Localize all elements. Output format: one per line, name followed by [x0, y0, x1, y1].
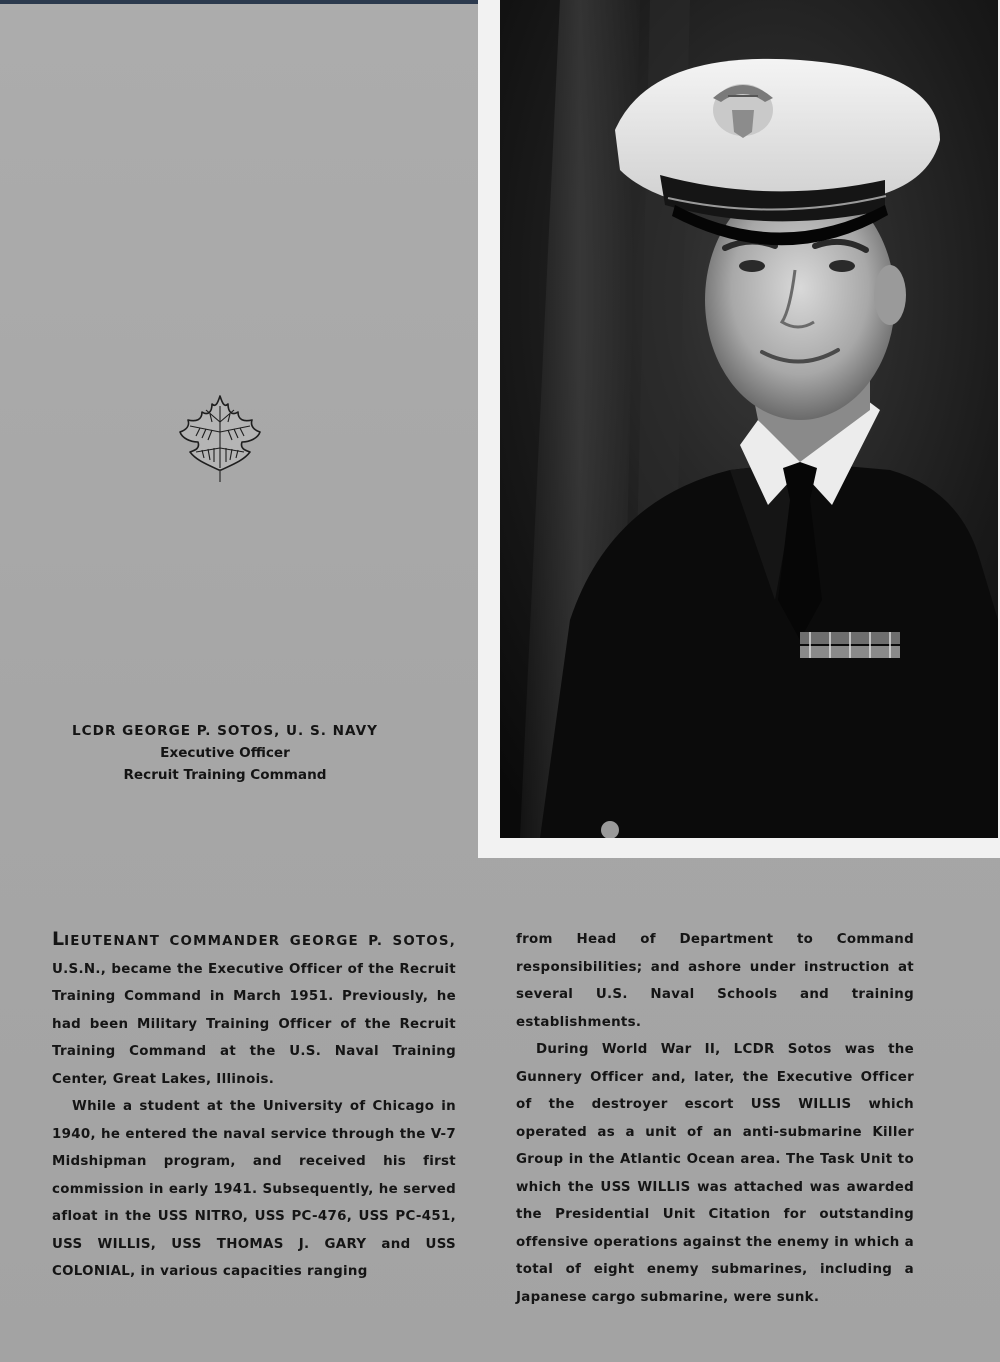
portrait-illustration: [500, 0, 998, 838]
bio-paragraph-1: [52, 926, 456, 1093]
bio-dropcap: L: [52, 928, 65, 950]
oak-leaf-icon: [176, 392, 262, 484]
right-eye: [829, 260, 855, 272]
officer-command: Recruit Training Command: [123, 767, 327, 783]
officer-name: LCDR GEORGE P. SOTOS, U. S. NAVY: [72, 723, 378, 739]
bio-column-left: [52, 926, 456, 1286]
left-eye: [739, 260, 765, 272]
ear: [874, 265, 906, 325]
portrait-caption: [40, 720, 410, 786]
officer-title: Executive Officer: [160, 745, 290, 761]
bio-column-right: [516, 926, 914, 1311]
officer-portrait-photo: [500, 0, 998, 838]
bio-paragraph-2: While a student at the University of Chicago in 1940, he entered the naval service through the V-7 Midshipman program, and received his first commission in early 1941. Subsequently, he served afloat in the USS NITRO, USS PC-476, USS PC-451, USS WILLIS, USS THOMAS J. GARY and USS COLONIAL, in various capacities ranging: [52, 1099, 456, 1279]
bio-paragraph-1-text: U.S.N., became the Executive Officer of the Recruit Training Command in March 1951. Previously, he had been Military Training Officer of the Recruit Training Command at the U.S. Naval Training Center, Great Lakes, Illinois.: [52, 961, 456, 1087]
bio-paragraph-4: During World War II, LCDR Sotos was the Gunnery Officer and, later, the Executive Officer of the destroyer escort USS WILLIS which operated as a unit of an anti-submarine Killer Group in the Atlantic Ocean area. The Task Unit to which the USS WILLIS was attached was awarded the Presidential Unit Citation for outstanding offensive operations against the enemy in which a total of eight enemy submarines, including a Japanese cargo submarine, were sunk.: [516, 1042, 914, 1305]
bio-lead: IEUTENANT COMMANDER GEORGE P. SOTOS,: [64, 934, 456, 949]
bio-paragraph-3: from Head of Department to Command responsibilities; and ashore under instruction at several U.S. Naval Schools and training establishments.: [516, 932, 914, 1030]
